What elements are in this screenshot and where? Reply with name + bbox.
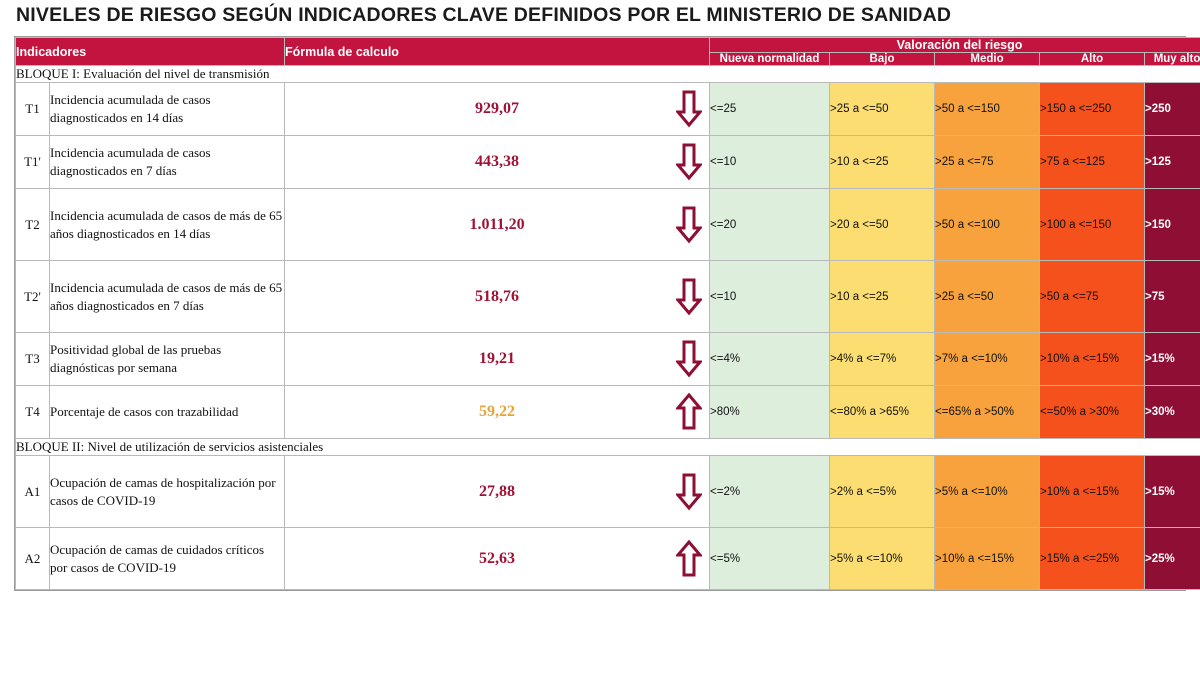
risk-level-muy-alto: >250: [1145, 83, 1200, 136]
risk-level-nueva-normalidad: >80%: [710, 386, 830, 439]
risk-level-muy-alto: >150: [1145, 189, 1200, 261]
header-valoracion: Valoración del riesgo: [710, 38, 1200, 53]
table-head: [16, 38, 1200, 66]
indicator-value: 518,76: [475, 287, 520, 305]
indicator-value: 27,88: [479, 482, 516, 500]
header-level-bajo: Bajo: [830, 53, 935, 66]
risk-level-muy-alto: >125: [1145, 136, 1200, 189]
risk-level-nueva-normalidad: <=10: [710, 261, 830, 333]
header-level-medio: Medio: [935, 53, 1040, 66]
risk-level-medio: >25 a <=50: [935, 261, 1040, 333]
indicator-value-cell: [285, 528, 710, 590]
block-label: BLOQUE I: Evaluación del nivel de transmisión: [16, 66, 1200, 83]
header-level-alto: Alto: [1040, 53, 1145, 66]
block-header-row: [16, 439, 1200, 456]
risk-level-medio: <=65% a >50%: [935, 386, 1040, 439]
risk-level-nueva-normalidad: <=25: [710, 83, 830, 136]
risk-level-nueva-normalidad: <=10: [710, 136, 830, 189]
indicator-value-cell: [285, 333, 710, 386]
trend-down-icon: [669, 340, 709, 378]
table-row: [16, 456, 1200, 528]
trend-down-icon: [669, 143, 709, 181]
header-level-muy-alto: Muy alto: [1145, 53, 1200, 66]
table-body: [16, 66, 1200, 590]
indicator-value-cell: [285, 386, 710, 439]
risk-level-muy-alto: >25%: [1145, 528, 1200, 590]
risk-level-bajo: >5% a <=10%: [830, 528, 935, 590]
table-row: [16, 333, 1200, 386]
risk-level-medio: >5% a <=10%: [935, 456, 1040, 528]
indicator-code: T3: [16, 333, 50, 386]
header-formula: Fórmula de calculo: [285, 38, 710, 66]
risk-level-bajo: >10 a <=25: [830, 136, 935, 189]
table-row: [16, 189, 1200, 261]
risk-level-muy-alto: >30%: [1145, 386, 1200, 439]
risk-level-bajo: >2% a <=5%: [830, 456, 935, 528]
table-row: [16, 83, 1200, 136]
block-header-row: [16, 66, 1200, 83]
block-label: BLOQUE II: Nivel de utilización de servicios asistenciales: [16, 439, 1200, 456]
indicator-label: Ocupación de camas de hospitalización por casos de COVID-19: [50, 456, 285, 528]
indicator-label: Incidencia acumulada de casos diagnosticados en 14 días: [50, 83, 285, 136]
risk-level-alto: >15% a <=25%: [1040, 528, 1145, 590]
indicator-value: 59,22: [479, 403, 516, 420]
risk-table-container: [14, 36, 1200, 591]
indicator-code: T2': [16, 261, 50, 333]
indicator-label: Porcentaje de casos con trazabilidad: [50, 386, 285, 439]
risk-level-nueva-normalidad: <=20: [710, 189, 830, 261]
risk-level-nueva-normalidad: <=5%: [710, 528, 830, 590]
indicator-code: A2: [16, 528, 50, 590]
risk-level-alto: <=50% a >30%: [1040, 386, 1145, 439]
risk-level-alto: >100 a <=150: [1040, 189, 1145, 261]
trend-down-icon: [669, 90, 709, 128]
risk-level-alto: >50 a <=75: [1040, 261, 1145, 333]
table-row: [16, 261, 1200, 333]
table-row: [16, 528, 1200, 590]
trend-down-icon: [669, 278, 709, 316]
indicator-value-cell: [285, 189, 710, 261]
table-row: [16, 386, 1200, 439]
trend-down-icon: [669, 473, 709, 511]
risk-level-medio: >50 a <=150: [935, 83, 1040, 136]
risk-level-nueva-normalidad: <=4%: [710, 333, 830, 386]
risk-level-medio: >50 a <=100: [935, 189, 1040, 261]
indicator-value: 929,07: [475, 100, 520, 117]
indicator-code: T1': [16, 136, 50, 189]
indicator-code: T4: [16, 386, 50, 439]
risk-level-muy-alto: >75: [1145, 261, 1200, 333]
trend-up-icon: [669, 393, 709, 431]
risk-level-medio: >10% a <=15%: [935, 528, 1040, 590]
risk-level-medio: >25 a <=75: [935, 136, 1040, 189]
indicator-code: T1: [16, 83, 50, 136]
risk-level-bajo: >10 a <=25: [830, 261, 935, 333]
header-level-nueva-normalidad: Nueva normalidad: [710, 53, 830, 66]
indicator-label: Incidencia acumulada de casos de más de 65 años diagnosticados en 7 días: [50, 261, 285, 333]
indicator-value: 19,21: [479, 350, 516, 367]
indicator-value-cell: [285, 136, 710, 189]
risk-level-bajo: >25 a <=50: [830, 83, 935, 136]
indicator-value-cell: [285, 83, 710, 136]
risk-level-medio: >7% a <=10%: [935, 333, 1040, 386]
header-indicadores: Indicadores: [16, 38, 285, 66]
risk-level-bajo: >20 a <=50: [830, 189, 935, 261]
indicator-value-cell: [285, 261, 710, 333]
risk-level-alto: >75 a <=125: [1040, 136, 1145, 189]
indicator-label: Incidencia acumulada de casos de más de 65 años diagnosticados en 14 días: [50, 189, 285, 261]
risk-level-bajo: >4% a <=7%: [830, 333, 935, 386]
risk-level-alto: >10% a <=15%: [1040, 456, 1145, 528]
indicator-code: A1: [16, 456, 50, 528]
indicator-label: Incidencia acumulada de casos diagnosticados en 7 días: [50, 136, 285, 189]
indicator-label: Positividad global de las pruebas diagnósticas por semana: [50, 333, 285, 386]
header-row-main: [16, 38, 1200, 53]
risk-level-alto: >10% a <=15%: [1040, 333, 1145, 386]
risk-level-alto: >150 a <=250: [1040, 83, 1145, 136]
table-row: [16, 136, 1200, 189]
risk-level-bajo: <=80% a >65%: [830, 386, 935, 439]
risk-level-nueva-normalidad: <=2%: [710, 456, 830, 528]
trend-down-icon: [669, 206, 709, 244]
indicator-value: 443,38: [475, 153, 520, 170]
risk-table: [15, 37, 1200, 590]
page-title: NIVELES DE RIESGO SEGÚN INDICADORES CLAVE DEFINIDOS POR EL MINISTERIO DE SANIDAD: [16, 4, 952, 26]
indicator-code: T2: [16, 189, 50, 261]
indicator-value-cell: [285, 456, 710, 528]
indicator-value: 52,63: [479, 549, 516, 567]
indicator-label: Ocupación de camas de cuidados críticos por casos de COVID-19: [50, 528, 285, 590]
trend-up-icon: [669, 540, 709, 578]
indicator-value: 1.011,20: [469, 215, 525, 233]
risk-level-muy-alto: >15%: [1145, 333, 1200, 386]
risk-level-muy-alto: >15%: [1145, 456, 1200, 528]
